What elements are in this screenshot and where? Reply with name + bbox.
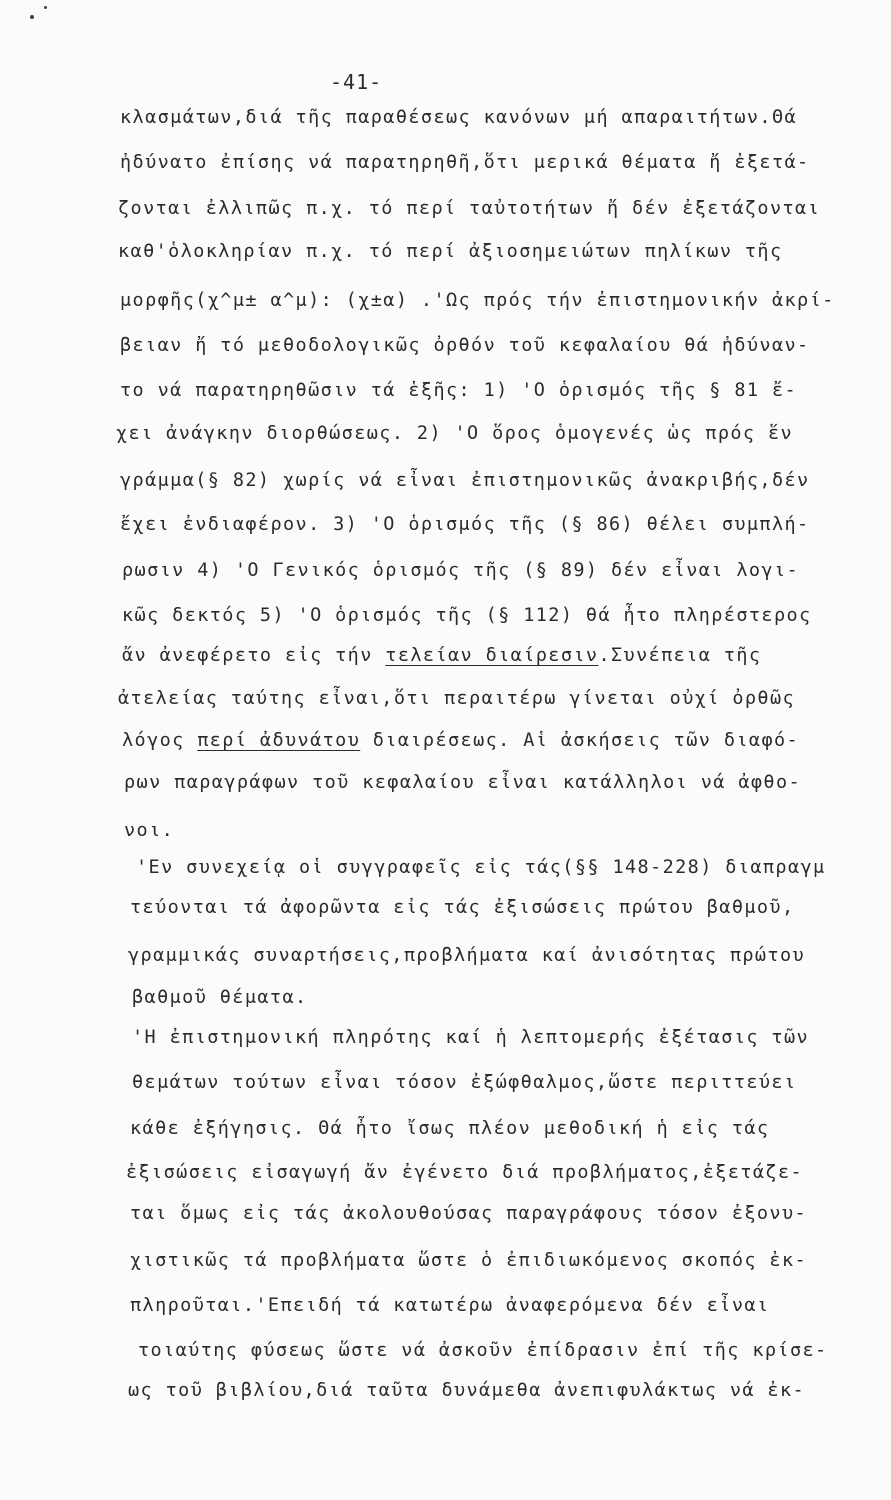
page-number: -41-	[330, 70, 383, 94]
text-line: μορφῆς(χ^μ± α^μ): (χ±α) .'Ως πρός τήν ἐπιστημονικήν ἀκρί-	[120, 290, 835, 311]
text-line: ται ὅμως εἰς τάς ἀκολουθούσας παραγράφους τόσον ἐξονυ-	[130, 1203, 808, 1224]
text-line: κάθε ἐξήγησις. Θά ἦτο ἴσως πλέον μεθοδική ἡ εἰς τάς	[130, 1118, 770, 1139]
text-line: ἠδύνατο ἐπίσης νά παρατηρηθῆ,ὅτι μερικά θέματα ἤ ἐξετά-	[120, 152, 810, 173]
text-line: νοι.	[124, 820, 175, 841]
text-line: τοιαύτης φύσεως ὥστε νά ἀσκοῦν ἐπίδρασιν ἐπί τῆς κρίσε-	[138, 1340, 828, 1361]
text-line: ζονται ἐλλιπῶς π.χ. τό περί ταὐτοτήτων ἤ δέν ἐξετάζονται	[118, 198, 821, 219]
text-line: χει ἀνάγκην διορθώσεως. 2) 'Ο ὅρος ὁμογενές ὡς πρός ἕν	[116, 423, 794, 444]
text-line: γραμμικάς συναρτήσεις,προβλήματα καί ἀνισότητας πρώτου	[128, 945, 806, 966]
text-line	[122, 730, 799, 751]
text-segment: διαιρέσεως. Αἱ ἀσκήσεις τῶν διαφό-	[360, 730, 800, 751]
text-line: χιστικῶς τά προβλήματα ὥστε ὁ ἐπιδιωκόμενος σκοπός ἐκ-	[130, 1250, 808, 1271]
text-line: 'Η ἐπιστημονική πληρότης καί ἡ λεπτομερής ἐξέτασις τῶν	[132, 1027, 810, 1048]
text-segment: ἄν ἀνεφέρετο εἰς τήν	[122, 645, 386, 666]
ink-speck	[44, 6, 47, 9]
text-line: ρων παραγράφων τοῦ κεφαλαίου εἶναι κατάλληλοι νά ἀφθο-	[124, 772, 802, 793]
text-line: τεύονται τά ἀφορῶντα εἰς τάς ἐξισώσεις πρώτου βαθμοῦ,	[130, 897, 795, 918]
text-line: ρωσιν 4) 'Ο Γενικός ὁρισμός τῆς (§ 89) δέν εἶναι λογι-	[122, 560, 800, 581]
ink-speck	[30, 15, 34, 19]
text-line: κλασμάτων,διά τῆς παραθέσεως κανόνων μή απαραιτήτων.Θά	[120, 107, 798, 128]
text-line: ἔχει ἐνδιαφέρον. 3) 'Ο ὁρισμός τῆς (§ 86) θέλει συμπλή-	[120, 514, 810, 535]
text-line	[122, 645, 761, 666]
text-segment: λόγος	[122, 730, 198, 751]
text-line: ως τοῦ βιβλίου,διά ταῦτα δυνάμεθα ἀνεπιφυλάκτως νά ἐκ-	[128, 1380, 806, 1401]
text-line: κῶς δεκτός 5) 'Ο ὁρισμός τῆς (§ 112) θά ἦτο πληρέστερος	[122, 605, 812, 626]
text-line: πληροῦται.'Επειδή τά κατωτέρω ἀναφερόμενα δέν εἶναι	[130, 1295, 770, 1316]
text-line: θεμάτων τούτων εἶναι τόσον ἐξώφθαλμος,ὥστε περιττεύει	[132, 1072, 797, 1093]
text-line: καθ'ὁλοκληρίαν π.χ. τό περί ἀξιοσημειώτων πηλίκων τῆς	[118, 241, 783, 262]
text-line: το νά παρατηρηθῶσιν τά ἑξῆς: 1) 'Ο ὁρισμός τῆς § 81 ἔ-	[120, 380, 798, 401]
text-line: γράμμα(§ 82) χωρίς νά εἶναι ἐπιστημονικῶς ἀνακριβής,δέν	[120, 470, 810, 491]
text-segment: .Συνέπεια τῆς	[598, 645, 762, 666]
text-line: ἐξισώσεις εἰσαγωγή ἄν ἐγένετο διά προβλήματος,ἐξετάζε-	[126, 1162, 804, 1183]
text-line: 'Εν συνεχείᾳ οἱ συγγραφεῖς εἰς τάς(§§ 148-228) διαπραγμ	[136, 857, 826, 878]
text-line: βαθμοῦ θέματα.	[132, 987, 308, 1008]
underlined-phrase: περί ἀδυνάτου	[197, 730, 361, 751]
underlined-phrase: τελείαν διαίρεσιν	[385, 645, 599, 666]
text-line: βειαν ἤ τό μεθοδολογικῶς ὀρθόν τοῦ κεφαλαίου θά ἠδύναν-	[120, 335, 810, 356]
text-line: ἀτελείας ταύτης εἶναι,ὅτι περαιτέρω γίνεται οὐχί ὀρθῶς	[118, 688, 796, 709]
